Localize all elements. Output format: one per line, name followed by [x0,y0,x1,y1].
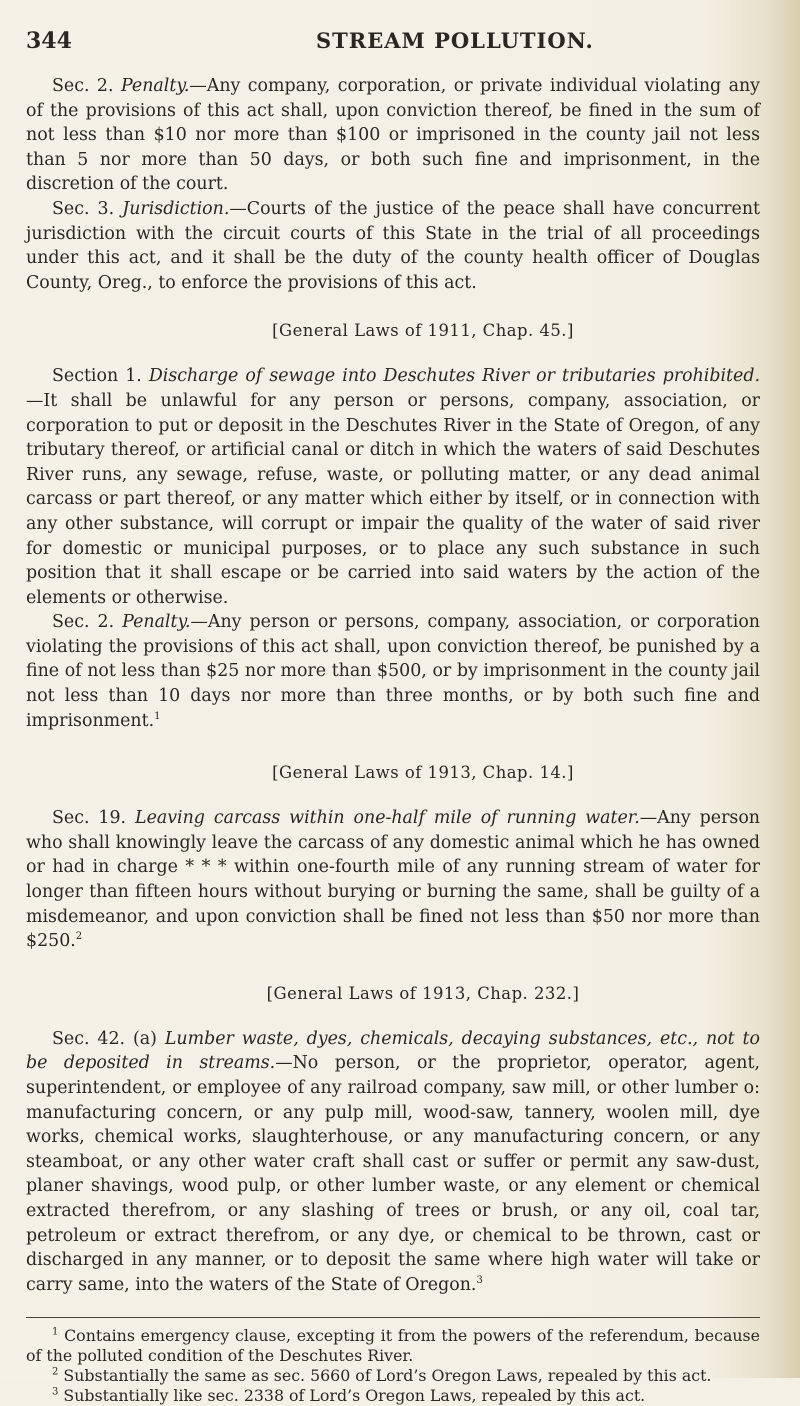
footnote-divider [26,1317,760,1318]
footnote [26,1386,760,1406]
section-heading: Jurisdiction. [122,198,230,219]
section-heading: Lumber waste, dyes, chemicals, decaying substances, etc., not to be deposited in streams. [26,1028,761,1074]
section-paragraph [26,364,760,610]
section-text: —Any company, corporation, or private individual violating any of the provisions of this act shall, upon conviction thereof, be fined in the sum of not less than $10 nor more than $100 or imprisoned in the county jail not less than 5 nor more than 50 days, or both such fine and imprisonment, in the discretion of the court. [26,76,761,195]
section-paragraph [26,197,760,295]
section-label: Sec. 42. (a) [52,1028,157,1049]
section-heading: Penalty. [121,76,190,96]
footnote-mark: 2 [52,1367,59,1379]
section-paragraph [26,610,760,733]
section-heading: Leaving carcass within one-half mile of running water. [135,808,640,829]
footnote-ref[interactable]: 2 [75,931,83,943]
running-title: STREAM POLLUTION. [316,28,594,53]
section-text: —No person, or the proprietor, operator, agent, superintendent, or employee of any railroad company, saw mill, or other lumber o: manufacturing concern, or any pulp mill, wood-saw, tannery, woolen mill, dye works, chemical works, slaughterhouse, or any manufacturing concern, or any steamboat, or any other water craft shall cast or suffer or permit any saw-dust, planer shavings, wood pulp, or other lumber waste, or any element or chemical extracted therefrom, or any slashing of trees or brush, or any oil, coal tar, petroleum or extract therefrom, or any dye, or chemical to be thrown, cast or discharged in any manner, or to deposit the same where high water will take or carry same, into the waters of the State of Oregon. [26,1053,760,1295]
law-heading: [General Laws of 1913, Chap. 14.] [272,763,574,783]
footnote-text: Contains emergency clause, excepting it from the powers of the referendum, because of the polluted condition of the Deschutes River. [26,1326,760,1366]
section-text: —Courts of the justice of the peace shall have concurrent jurisdiction with the circuit courts of this State in the trial of all proceedings under this act, and it shall be the duty of the county health officer of Douglas County, Oreg., to enforce the provisions of this act. [26,198,761,293]
section-text: —Any person who shall knowingly leave the carcass of any domestic animal which he has owned or had in charge * * * within one-fourth mile of any running stream of water for longer than fifteen hours without burying or burning the same, shall be guilty of a misdemeanor, and upon conviction shall be fined not less than $50 nor more than $250. [26,808,760,952]
footnote-ref[interactable]: 3 [476,1274,483,1286]
section-text: —Any person or persons, company, association, or corporation violating the provisions of this act shall, upon conviction thereof, be punished by a fine of not less than $25 nor more than $500, or by imprisonment in the county jail not less than 10 days nor more than three months, or by both such fine and imprisonment. [26,612,761,731]
section-paragraph [26,806,760,954]
section-label: Sec. 2. [52,76,114,96]
page-number: 344 [26,28,72,54]
section-paragraph [26,1027,760,1298]
footnote-text: Substantially the same as sec. 5660 of Lord’s Oregon Laws, repealed by this act. [63,1366,712,1386]
footnote [26,1366,760,1386]
footnote-mark: 1 [52,1327,59,1339]
footnote-mark: 3 [52,1387,59,1399]
footnote [26,1326,760,1366]
section-label: Sec. 2. [52,612,115,633]
section-label: Sec. 19. [52,808,127,829]
section-label: Section 1. [52,366,142,387]
section-heading: Penalty. [122,612,191,633]
footnote-text: Substantially like sec. 2338 of Lord’s Oregon Laws, repealed by this act. [63,1386,646,1406]
footnote-ref[interactable]: 1 [154,710,161,722]
section-paragraph [26,74,760,197]
running-head [26,28,760,54]
section-heading: Discharge of sewage into Deschutes River or tributaries prohibited. [148,366,760,387]
law-heading: [General Laws of 1911, Chap. 45.] [272,321,574,341]
section-text: —It shall be unlawful for any person or persons, company, association, or corporation to put or deposit in the Deschutes River in the State of Oregon, of any tributary thereof, or artificial canal or ditch in which the waters of said Deschutes River runs, any sewage, refuse, waste, or polluting matter, or any dead animal carcass or part thereof, or any matter which either by itself, or in connection with any other substance, will corrupt or impair the quality of the water of said river for domestic or municipal purposes, or to place any such substance in such position that it shall escape or be carried into said waters by the action of the elements or otherwise. [26,390,760,608]
section-label: Sec. 3. [52,198,115,219]
law-heading: [General Laws of 1913, Chap. 232.] [266,983,580,1003]
